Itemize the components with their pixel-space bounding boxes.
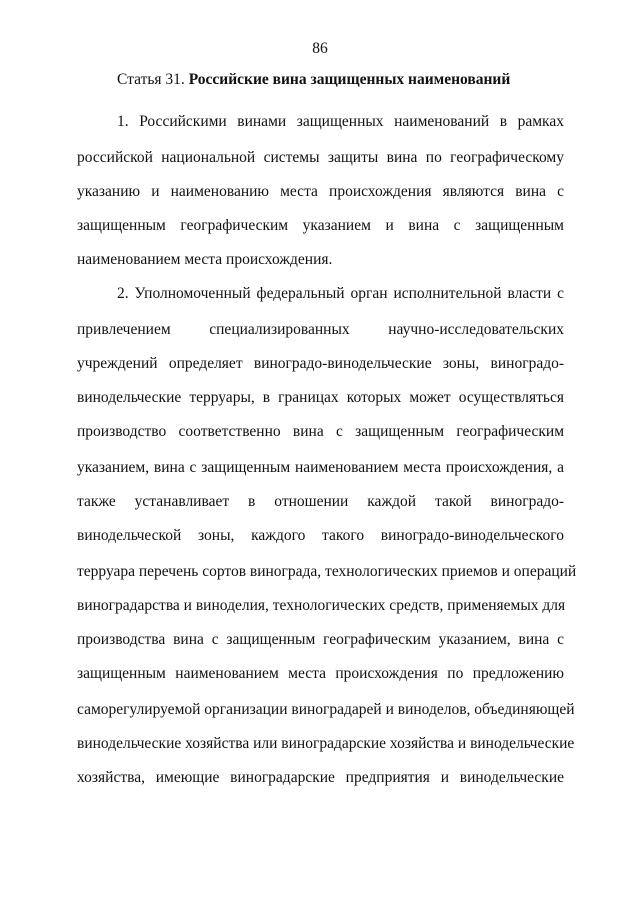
text-line: защищенным наименованием места происхождения по предложению bbox=[77, 665, 564, 682]
article-label: Статья 31. bbox=[117, 71, 185, 88]
text-line: производство соответственно вина с защищенным географическим bbox=[77, 423, 564, 440]
text-line: 2. Уполномоченный федеральный орган исполнительной власти с bbox=[117, 285, 564, 302]
text-line: виноградарства и виноделия, технологических средств, применяемых для bbox=[77, 597, 566, 614]
text-line: привлечением специализированных научно-исследовательских bbox=[77, 321, 564, 338]
text-line: винодельческие хозяйства или виноградарские хозяйства и винодельческие bbox=[77, 735, 575, 752]
text-line: защищенным географическим указанием и вина с защищенным bbox=[77, 217, 564, 234]
text-line: терруара перечень сортов винограда, технологических приемов и операций bbox=[77, 563, 577, 580]
text-line: наименованием места происхождения. bbox=[77, 251, 333, 268]
text-line: хозяйства, имеющие виноградарские предприятия и винодельческие bbox=[77, 769, 564, 786]
text-line: производства вина с защищенным географическим указанием, вина с bbox=[77, 631, 564, 648]
text-line: также устанавливает в отношении каждой такой виноградо- bbox=[77, 493, 564, 510]
text-line: винодельческой зоны, каждого такого виноградо-винодельческого bbox=[77, 527, 564, 544]
text-line: указанию и наименованию места происхождения являются вина с bbox=[77, 183, 564, 200]
text-line: винодельческие терруары, в границах которых может осуществляться bbox=[77, 389, 564, 406]
text-line: учреждений определяет виноградо-винодельческие зоны, виноградо- bbox=[77, 355, 564, 372]
article-title: Российские вина защищенных наименований bbox=[188, 71, 511, 88]
text-line: 1. Российскими винами защищенных наименований в рамках bbox=[117, 113, 564, 130]
text-line: саморегулируемой организации виноградарей и виноделов, объединяющей bbox=[77, 701, 575, 718]
article-heading bbox=[117, 71, 510, 89]
page-number: 86 bbox=[312, 40, 328, 57]
text-line: указанием, вина с защищенным наименованием места происхождения, а bbox=[77, 459, 564, 476]
text-line: российской национальной системы защиты вина по географическому bbox=[77, 149, 564, 166]
